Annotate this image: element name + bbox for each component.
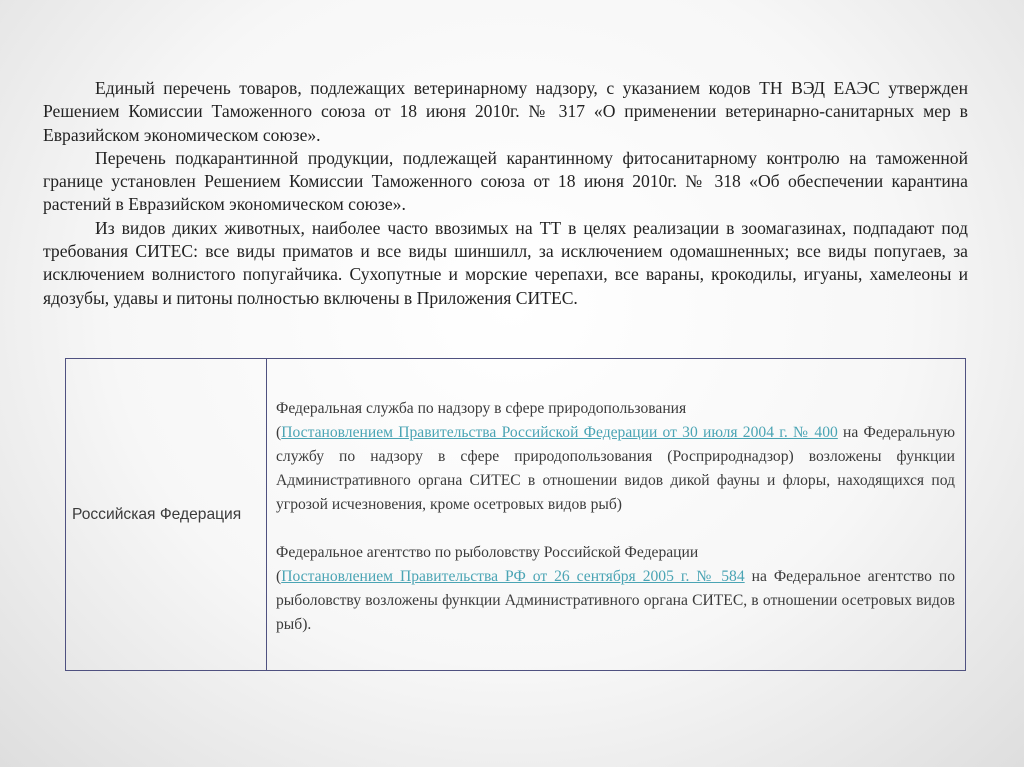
agency-description-text: на Федеральное агентство по рыболовству возложены функции Административного органа СИТЕС, в отношении осетровых видов рыб).	[276, 567, 955, 633]
agency-title: Федеральная служба по надзору в сфере природопользования	[276, 399, 687, 417]
cites-authorities-table	[65, 358, 966, 671]
agency-description	[276, 421, 955, 517]
table-row	[66, 359, 966, 671]
agency-title: Федеральное агентство по рыболовству Российской Федерации	[276, 543, 699, 561]
open-paren: (	[276, 567, 282, 585]
agency-cell	[267, 359, 966, 671]
decree-584-link[interactable]: Постановлением Правительства РФ от 26 сентября 2005 г. № 584	[281, 567, 745, 585]
country-cell: Российская Федерация	[66, 359, 267, 671]
agency-description-text: на Федеральную службу по надзору в сфере природопользования (Росприроднадзор) возложены функции Административного органа СИТЕС в отношении видов дикой фауны и флоры, находящихся под угрозой исчезновения, кроме осетровых видов рыб)	[276, 423, 955, 513]
agency-description	[276, 565, 955, 637]
paragraph-quarantine-list: Перечень подкарантинной продукции, подлежащей карантинному фитосанитарному контролю на таможенной границе установлен Решением Комиссии Таможенного союза от 18 июня 2010г. № 318 «Об обеспечении карантина растений в Евразийском экономическом союзе».	[43, 147, 968, 215]
open-paren: (	[276, 423, 282, 441]
paragraph-cites-species: Из видов диких животных, наиболее часто ввозимых на ТТ в целях реализации в зоомагазинах, подпадают под требования СИТЕС: все виды приматов и все виды шиншилл, за исключением одомашненных; все виды попугаев, за исключением волнистого попугайчика. Сухопутные и морские черепахи, все вараны, крокодилы, игуаны, хамелеоны и ядозубы, удавы и питоны полностью включены в Приложения СИТЕС.	[43, 217, 968, 308]
main-text	[43, 77, 968, 310]
decree-400-link[interactable]: Постановлением Правительства Российской Федерации от 30 июля 2004 г. № 400	[281, 423, 838, 441]
paragraph-vet-list: Единый перечень товаров, подлежащих ветеринарному надзору, с указанием кодов ТН ВЭД ЕАЭС утвержден Решением Комиссии Таможенного союза от 18 июня 2010г. № 317 «О применении ветеринарно-санитарных мер в Евразийском экономическом союзе».	[43, 78, 968, 145]
